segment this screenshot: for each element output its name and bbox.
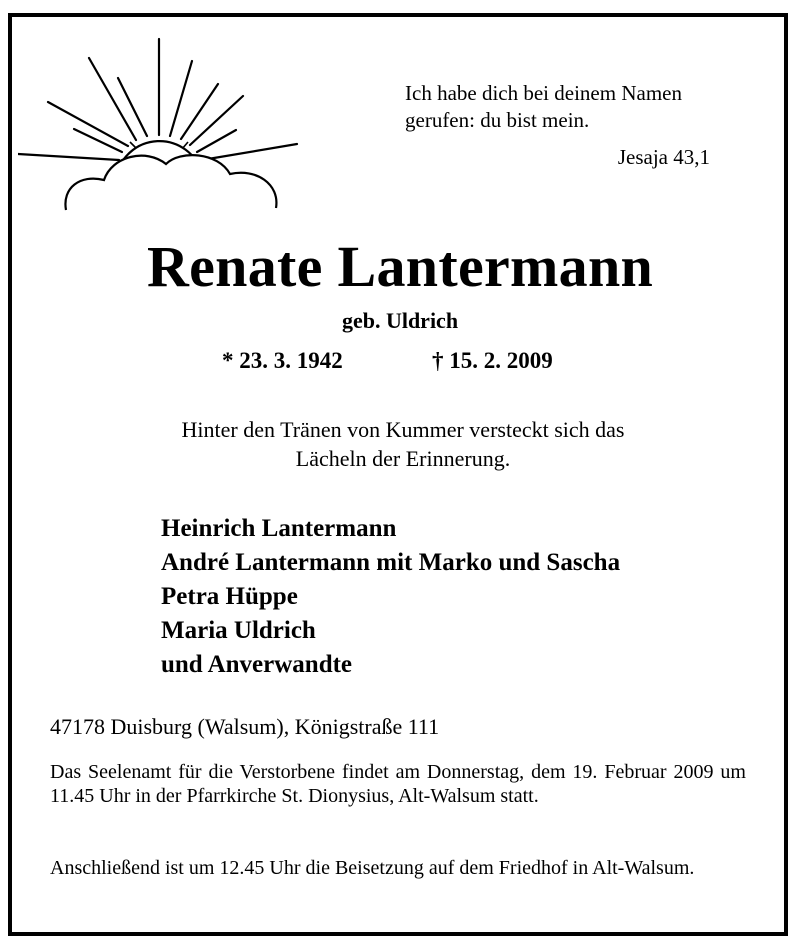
maiden-name: geb. Uldrich xyxy=(341,308,459,333)
mourner-name: Petra Hüppe xyxy=(161,583,298,610)
verse-line-1: Hinter den Tränen von Kummer versteckt sich das xyxy=(181,417,625,442)
quote-source: Jesaja 43,1 xyxy=(617,145,710,169)
deceased-name: Renate Lantermann xyxy=(146,234,654,299)
burial-notice: Anschließend ist um 12.45 Uhr die Beisetzung auf dem Friedhof in Alt-Walsum. xyxy=(50,857,695,879)
quote-line-2: gerufen: du bist mein. xyxy=(405,108,590,132)
death-date: † 15. 2. 2009 xyxy=(432,348,553,373)
bible-quote xyxy=(405,80,710,169)
mourner-name: und Anverwandte xyxy=(161,651,353,678)
birth-date: * 23. 3. 1942 xyxy=(222,348,343,373)
memorial-verse xyxy=(0,415,800,473)
family-address: 47178 Duisburg (Walsum), Königstraße 111 xyxy=(50,714,440,739)
requiem-notice: Das Seelenamt für die Verstorbene findet am Donnerstag, dem 19. Februar 2009 um 11.45 Uhr in der Pfarrkirche St. Dionysius, Alt-Walsum statt. xyxy=(50,761,746,807)
quote-line-1: Ich habe dich bei deinem Namen xyxy=(405,81,682,105)
mourner-name: André Lantermann mit Marko und Sascha xyxy=(161,549,621,576)
mourner-name: Maria Uldrich xyxy=(161,617,316,644)
mourner-name: Heinrich Lantermann xyxy=(161,515,397,542)
sun-rays-clouds-icon xyxy=(18,36,313,216)
verse-line-2: Lächeln der Erinnerung. xyxy=(295,446,511,471)
mourners-list xyxy=(161,512,620,682)
